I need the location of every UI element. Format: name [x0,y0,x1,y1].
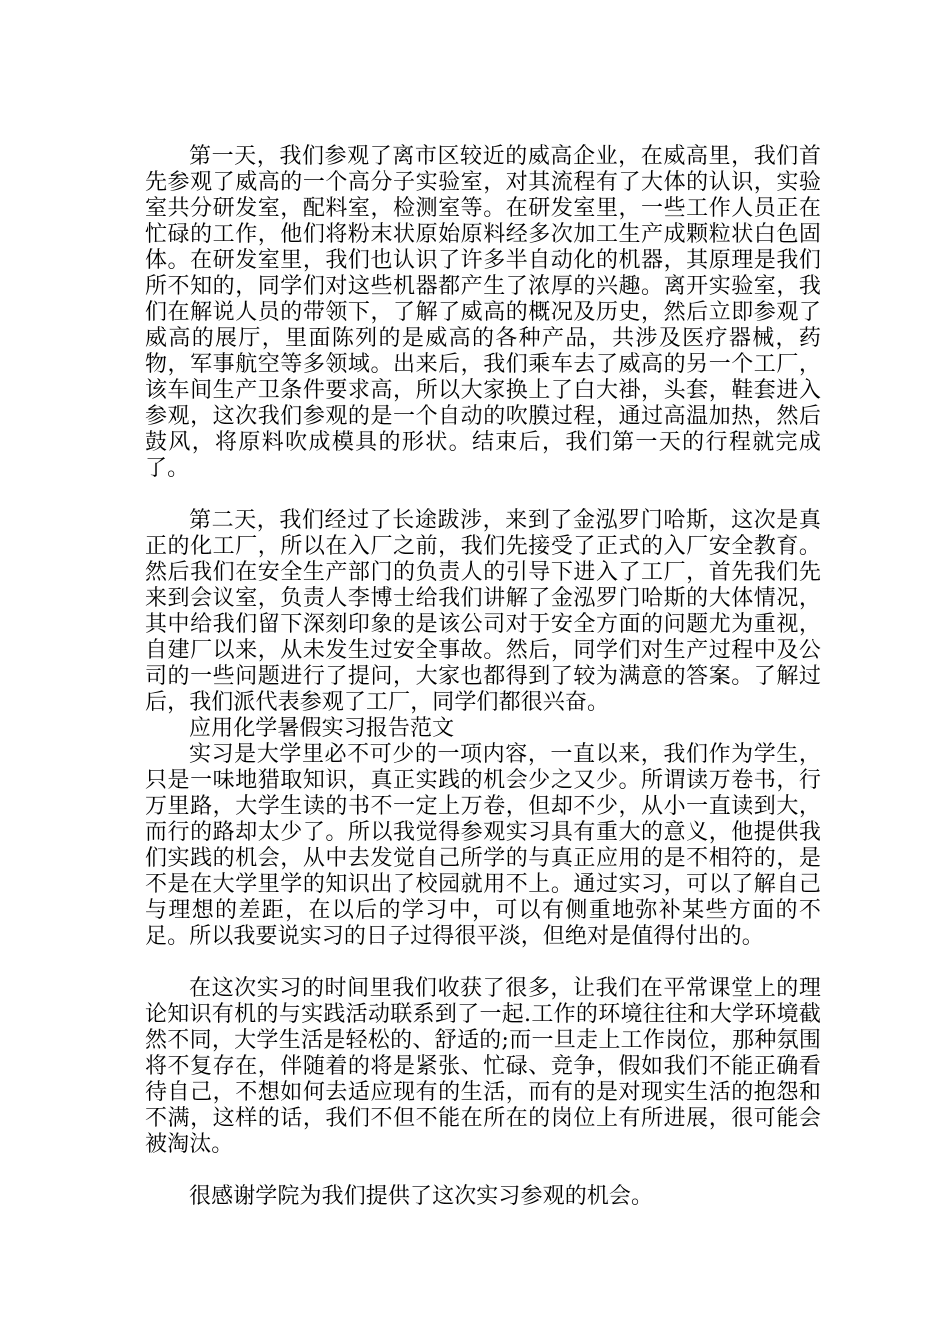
paragraph-gains: 在这次实习的时间里我们收获了很多，让我们在平常课堂上的理论知识有机的与实践活动联系到了一起.工作的环境往往和大学环境截然不同，大学生活是轻松的、舒适的;而一旦走上工作岗位，那种氛围将不复存在，伴随着的将是紧张、忙碌、竞争，假如我们不能正确看待自己，不想如何去适应现有的生活，而有的是对现实生活的抱怨和不满，这样的话，我们不但不能在所在的岗位上有所进展，很可能会被淘汰。 [145,976,821,1157]
paragraph-day-one: 第一天，我们参观了离市区较近的威高企业，在威高里，我们首先参观了威高的一个高分子实验室，对其流程有了大体的认识，实验室共分研发室，配料室，检测室等。在研发室里，一些工作人员正在忙碌的工作，他们将粉末状原始原料经多次加工生产成颗粒状白色固体。在研发室里，我们也认识了许多半自动化的机器，其原理是我们所不知的，同学们对这些机器都产生了浓厚的兴趣。离开实验室，我们在解说人员的带领下，了解了威高的概况及历史，然后立即参观了威高的展厅，里面陈列的是威高的各种产品，共涉及医疗器械，药物，军事航空等多领域。出来后，我们乘车去了威高的另一个工厂，该车间生产卫条件要求高，所以大家换上了白大褂，头套，鞋套进入参观，这次我们参观的是一个自动的吹膜过程，通过高温加热，然后鼓风，将原料吹成模具的形状。结束后，我们第一天的行程就完成了。 [145,144,821,481]
document-body [145,144,821,1210]
paragraph-internship-intro: 实习是大学里必不可少的一项内容，一直以来，我们作为学生，只是一味地猎取知识，真正实践的机会少之又少。所谓读万卷书，行万里路，大学生读的书不一定上万卷，但却不少，从小一直读到大，而行的路却太少了。所以我觉得参观实习具有重大的意义，他提供我们实践的机会，从中去发觉自己所学的与真正应用的是不相符的，是不是在大学里学的知识出了校园就用不上。通过实习，可以了解自己与理想的差距，在以后的学习中，可以有侧重地弥补某些方面的不足。所以我要说实习的日子过得很平淡，但绝对是值得付出的。 [145,742,821,949]
section-heading: 应用化学暑假实习报告范文 [189,716,455,741]
paragraph-day-two: 第二天，我们经过了长途跋涉，来到了金泓罗门哈斯，这次是真正的化工厂，所以在入厂之前，我们先接受了正式的入厂安全教育。然后我们在安全生产部门的负责人的引导下进入了工厂，首先我们先来到会议室，负责人李博士给我们讲解了金泓罗门哈斯的大体情况，其中给我们留下深刻印象的是该公司对于安全方面的问题尤为重视，自建厂以来，从未发生过安全事故。然后，同学们对生产过程中及公司的一些问题进行了提问，大家也都得到了较为满意的答案。了解过后，我们派代表参观了工厂，同学们都很兴奋。 [145,508,821,715]
paragraph-thanks: 很感谢学院为我们提供了这次实习参观的机会。 [189,1184,654,1209]
